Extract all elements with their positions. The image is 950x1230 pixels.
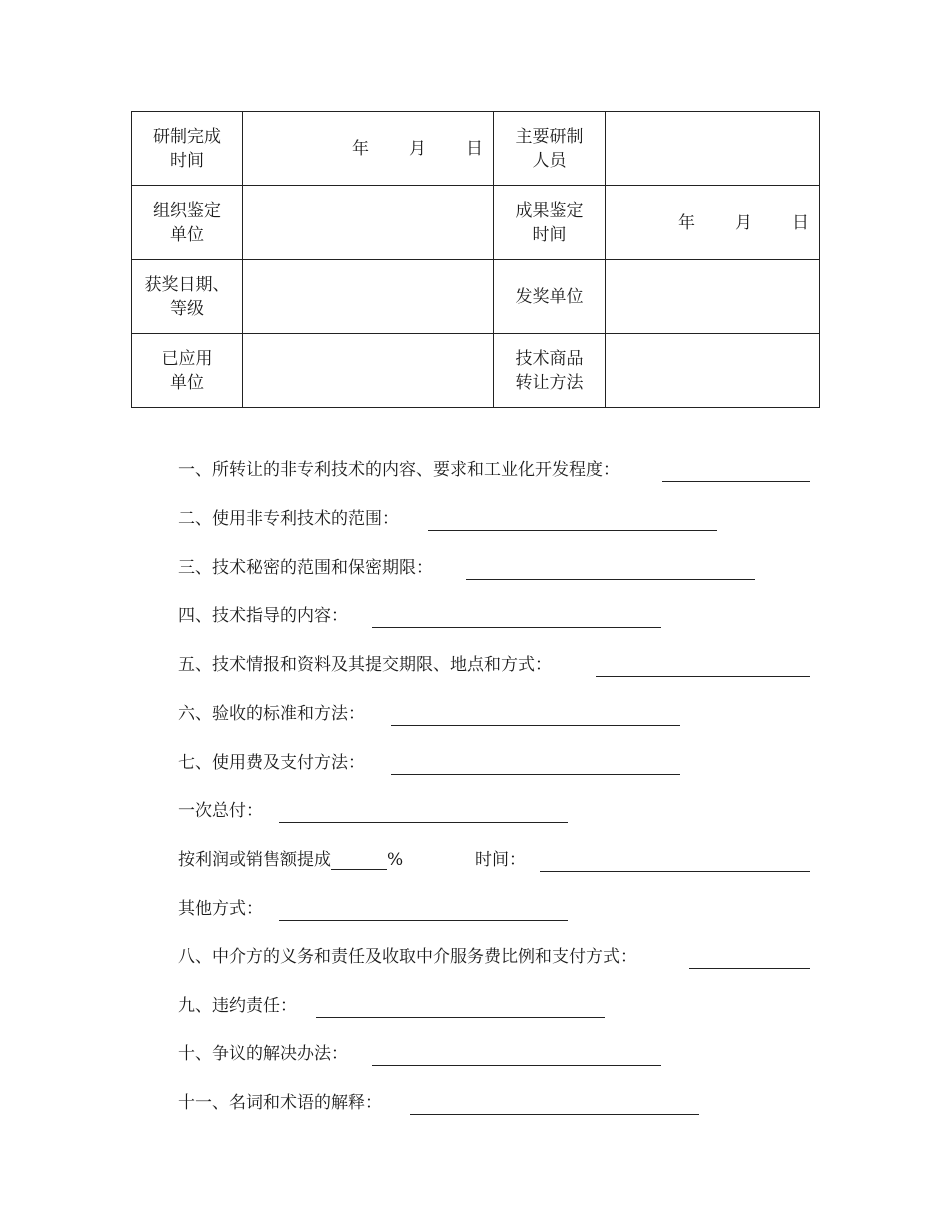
term-3 [178,553,818,583]
label-line: 成果鉴定 [515,200,584,221]
label-appraisal-time [494,186,606,260]
month-label: 月 [735,212,752,233]
fill-in-blank[interactable] [372,627,661,628]
achievement-info-table [131,111,820,408]
completion-date-field[interactable] [243,112,494,186]
fill-in-blank[interactable] [662,481,810,482]
term-10 [178,1039,818,1069]
term-label: 十、争议的解决办法： [178,1044,348,1064]
fill-in-blank[interactable] [428,530,717,531]
table-row [132,112,820,186]
term-label: 按利润或销售额提成 [178,850,331,870]
day-label: 日 [792,212,809,233]
term-label: 五、技术情报和资料及其提交期限、地点和方式： [178,655,552,675]
applied-units-field[interactable] [243,334,494,408]
term-label: 二、使用非专利技术的范围： [178,509,399,529]
label-line: 单位 [170,224,204,245]
term-7 [178,748,818,778]
term-8 [178,942,818,972]
award-issuer-field[interactable] [606,260,820,334]
term-label: 一、所转让的非专利技术的内容、要求和工业化开发程度： [178,460,620,480]
label-completion-time [132,112,243,186]
fill-in-blank[interactable] [540,871,810,872]
label-line: 时间 [532,224,567,245]
term-5 [178,650,818,680]
label-line: 人员 [532,150,567,171]
award-date-level-field[interactable] [243,260,494,334]
label-line: 主要研制 [515,126,584,147]
term-11 [178,1088,818,1118]
term-6 [178,699,818,729]
term-label: 七、使用费及支付方法： [178,753,365,773]
month-label: 月 [409,138,426,159]
label-line: 获奖日期、 [144,274,230,295]
label-line: 已应用 [161,348,213,369]
term-7-royalty [178,845,818,875]
term-4 [178,601,818,631]
term-label: 四、技术指导的内容： [178,606,348,626]
term-label: 六、验收的标准和方法： [178,704,365,724]
term-7-lump-sum [178,796,818,826]
label-award-issuer [494,260,606,334]
label-award-date-level [132,260,243,334]
term-7-other [178,894,818,924]
fill-in-blank[interactable] [279,920,568,921]
table-row [132,186,820,260]
term-9 [178,991,818,1021]
percent-blank[interactable] [331,849,387,870]
main-developers-field[interactable] [606,112,820,186]
term-label: 一次总付： [178,801,263,821]
royalty-text [178,845,403,875]
transfer-method-field[interactable] [606,334,820,408]
table-row [132,260,820,334]
label-line: 转让方法 [515,372,584,393]
day-label: 日 [466,138,483,159]
percent-sign: % [387,850,404,870]
term-label: 三、技术秘密的范围和保密期限： [178,558,433,578]
label-main-developers [494,112,606,186]
term-label: 八、中介方的义务和责任及收取中介服务费比例和支付方式： [178,947,637,967]
fill-in-blank[interactable] [391,725,680,726]
term-1 [178,455,818,485]
appraisal-date-field[interactable] [606,186,820,260]
label-line: 时间 [170,150,204,171]
fill-in-blank[interactable] [279,822,568,823]
fill-in-blank[interactable] [466,579,755,580]
fill-in-blank[interactable] [689,968,810,969]
appraisal-organizer-field[interactable] [243,186,494,260]
fill-in-blank[interactable] [410,1114,699,1115]
label-line: 单位 [170,372,204,393]
label-line: 等级 [170,298,204,319]
label-applied-units [132,334,243,408]
year-label: 年 [352,138,369,159]
table-row [132,334,820,408]
label-line: 技术商品 [515,348,584,369]
label-transfer-method [494,334,606,408]
term-label: 十一、名词和术语的解释： [178,1093,382,1113]
term-2 [178,504,818,534]
time-label: 时间： [475,850,526,870]
label-appraisal-organizer [132,186,243,260]
term-label: 其他方式： [178,899,263,919]
fill-in-blank[interactable] [391,774,680,775]
year-label: 年 [678,212,695,233]
label-line: 发奖单位 [515,286,584,307]
label-line: 组织鉴定 [153,200,221,221]
label-line: 研制完成 [153,126,221,147]
fill-in-blank[interactable] [316,1017,605,1018]
fill-in-blank[interactable] [596,676,810,677]
fill-in-blank[interactable] [372,1065,661,1066]
term-label: 九、违约责任： [178,996,297,1016]
